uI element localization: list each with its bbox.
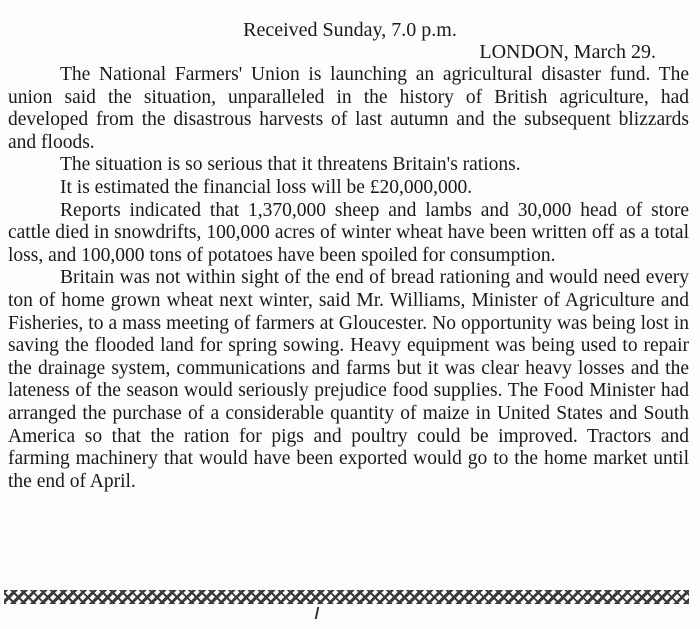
article-paragraph: The situation is so serious that it threatens Britain's rations.: [60, 154, 521, 176]
article-paragraph: It is estimated the financial loss will be £20,000,000.: [60, 176, 473, 198]
article-paragraph: Reports indicated that 1,370,000 sheep and lambs and 30,000 head of store cattle died in snowdrifts, 100,000 acres of winter wheat have been written off as a total loss, and 100,000 tons of potatoes have been spoiled for consumption.: [8, 199, 689, 266]
received-line: Received Sunday, 7.0 p.m.: [243, 19, 457, 41]
dateline: LONDON, March 29.: [479, 41, 656, 63]
print-mark: [315, 607, 320, 619]
decorative-border-rule: [4, 590, 689, 604]
article-body: [8, 64, 689, 493]
article-paragraph: The National Farmers' Union is launching an agricultural disaster fund. The union said the situation, unparalleled in the history of British agriculture, had developed from the disastrous harvests of last autumn and the subsequent blizzards and floods.: [8, 64, 689, 153]
article-paragraph: Britain was not within sight of the end of bread rationing and would need every ton of home grown wheat next winter, said Mr. Williams, Minister of Agriculture and Fisheries, to a mass meeting of farmers at Gloucester. No opportunity was being lost in saving the flooded land for spring sowing. Heavy equipment was being used to repair the drainage system, communications and farms but it was clear heavy losses and the lateness of the season would seriously prejudice food supplies. The Food Minister had arranged the purchase of a considerable quantity of maize in United States and South America so that the ration for pigs and poultry could be improved. Tractors and farming machinery that would have been exported would go to the home market until the end of April.: [8, 267, 689, 492]
